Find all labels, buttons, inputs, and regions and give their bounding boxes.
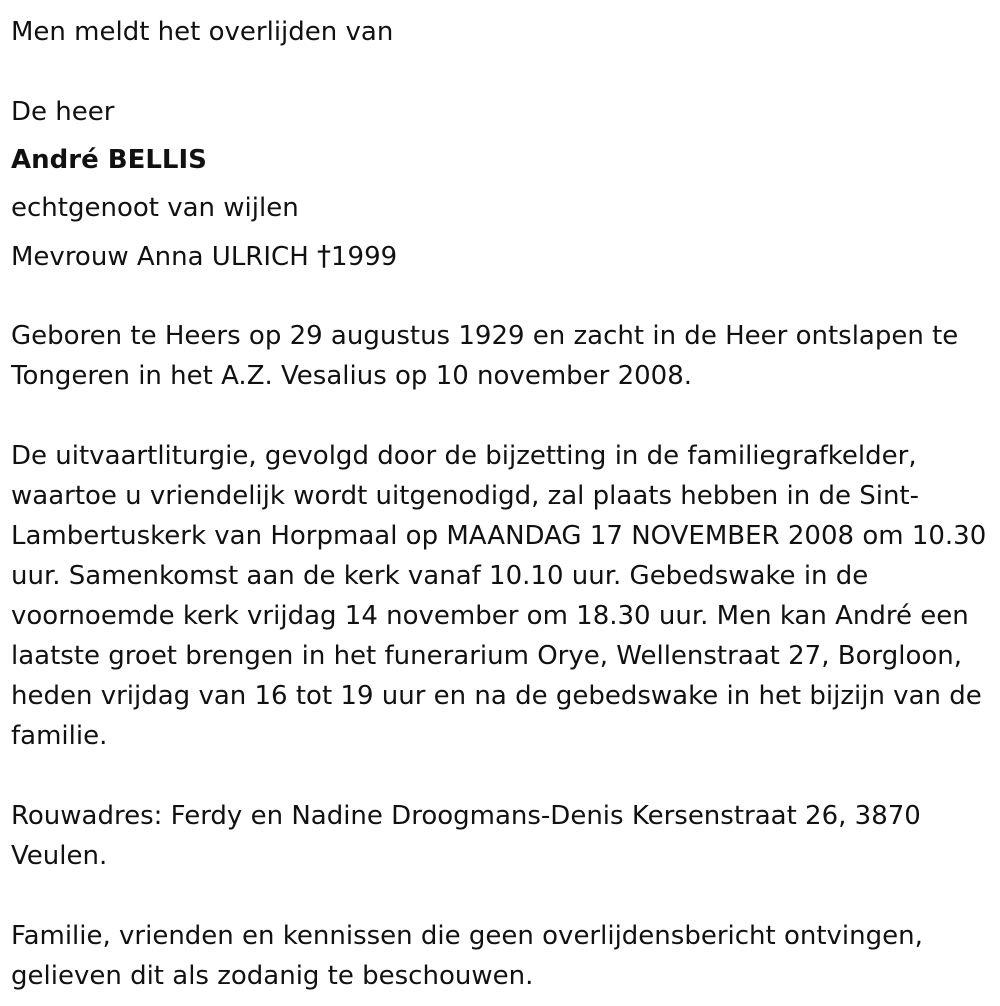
funeral-paragraph: De uitvaartliturgie, gevolgd door de bijzetting in de familiegrafkelder, waartoe u vriendelijk wordt uitgenodigd, zal plaats hebben in de Sint-Lambertuskerk van Horpmaal op MAANDAG 17 NOVEMBER 2008 om 10.30 uur. Samenkomst aan de kerk vanaf 10.10 uur. Gebedswake in de voornoemde kerk vrijdag 14 november om 18.30 uur. Men kan André een laatste groet brengen in het funerarium Orye, Wellenstraat 27, Borgloon, heden vrijdag van 16 tot 19 uur en na de gebedswake in het bijzijn van de familie. (11, 441, 987, 751)
spouse-death-year: 1999 (331, 242, 398, 272)
closing-paragraph: Familie, vrienden en kennissen die geen overlijdensbericht ontvingen, gelieven dit als zodanig te beschouwen. (11, 921, 923, 991)
cross-icon: † (317, 239, 332, 272)
salutation-line: De heer (11, 97, 115, 127)
spouse-line (11, 232, 996, 281)
spouse-name: Mevrouw Anna ULRICH (11, 242, 309, 272)
relation-line: echtgenoot van wijlen (11, 193, 299, 223)
address-paragraph: Rouwadres: Ferdy en Nadine Droogmans-Denis Kersenstraat 26, 3870 Veulen. (11, 801, 921, 871)
obituary-notice (11, 8, 996, 996)
intro-line: Men meldt het overlijden van (11, 17, 394, 47)
birth-death-paragraph: Geboren te Heers op 29 augustus 1929 en zacht in de Heer ontslapen te Tongeren in het A.Z. Vesalius op 10 november 2008. (11, 321, 959, 391)
deceased-name: André BELLIS (11, 145, 207, 175)
